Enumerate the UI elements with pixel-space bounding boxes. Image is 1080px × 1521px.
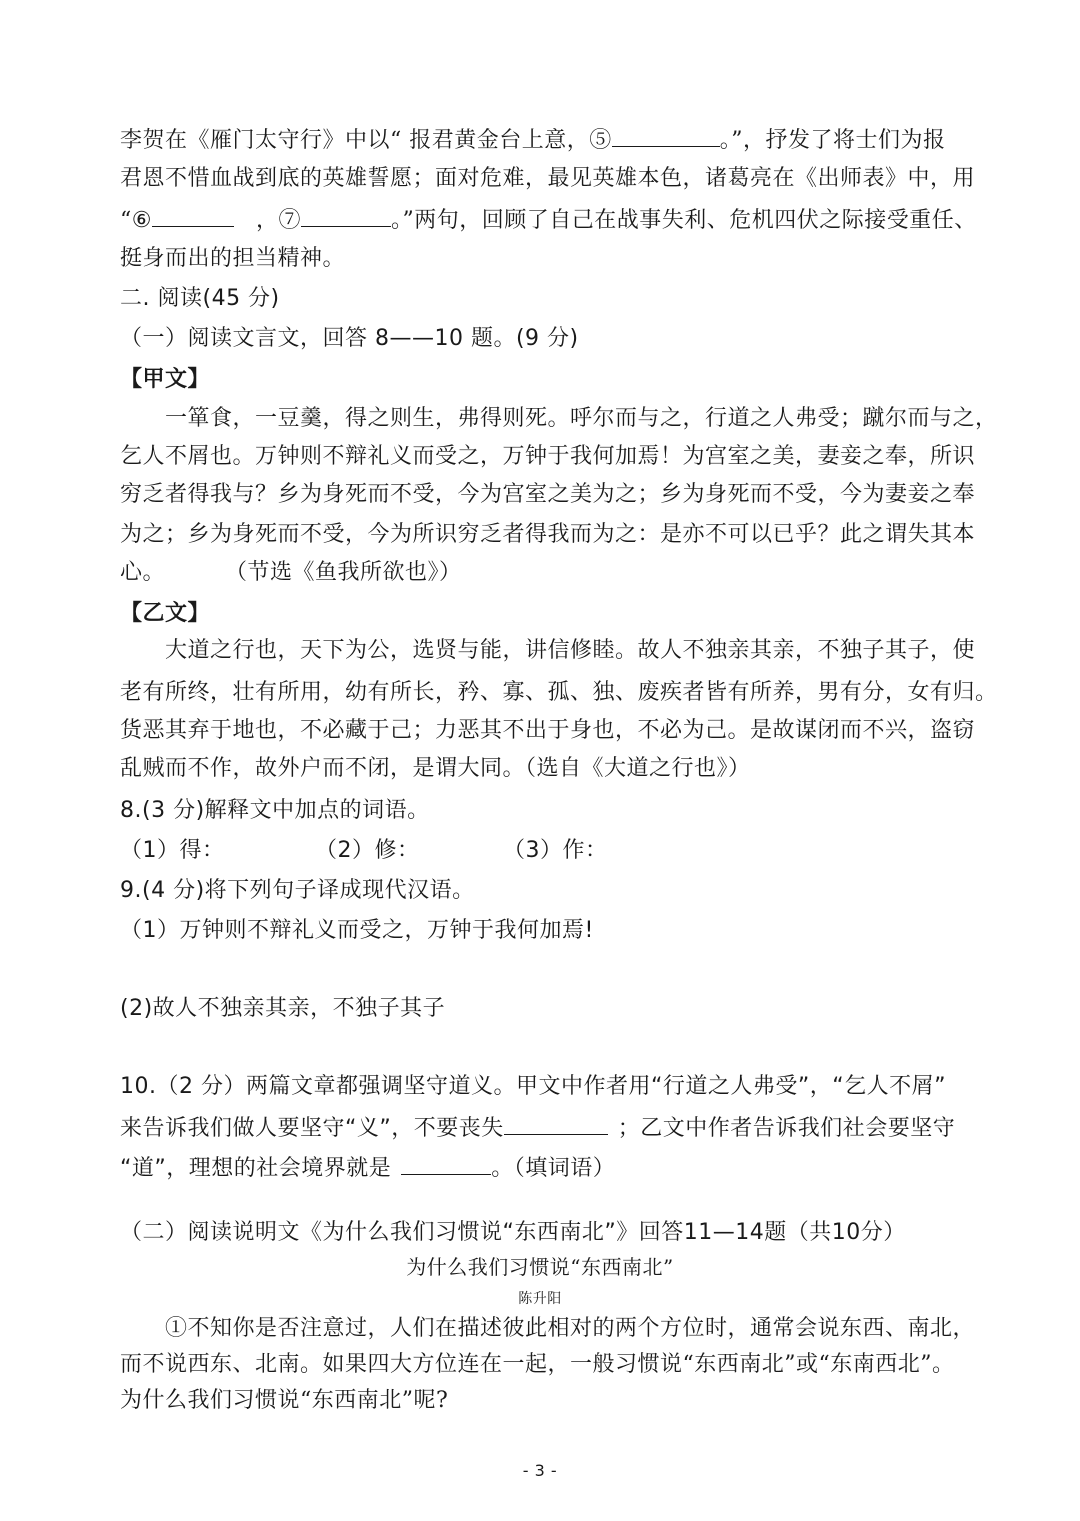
yi-line: 货恶其弃于地也，不必藏于己；力恶其不出于身也，不必为己。是故谋闭而不兴，盗窃 [120,718,976,743]
subsection-2-title: （二）阅读说明文《为什么我们习惯说“东西南北”》回答11—14题（共10分） [120,1220,906,1245]
text: 来告诉我们做人要坚守“义”，不要丧失 [120,1116,504,1141]
q8-item-3: （3）作： [503,838,608,863]
jia-line [165,404,998,434]
text: 一箪食，一豆羹，得之则生，弗得则死。呼尔而与之，行道之人弗受；蹴尔而与之， [165,406,998,431]
text: 。”，抒发了将士们为报 [719,128,946,153]
answer-blank-6[interactable] [152,204,234,227]
text: ，⑦ [255,208,301,233]
question-8: 8.(3 分)解释文中加点的词语。 [120,798,430,823]
jia-line: 乞人不屑也。万钟则不辩礼义而受之，万钟于我何加焉！为宫室之美，妻妾之奉，所识 [120,444,976,469]
answer-blank-7[interactable] [301,204,391,227]
jia-line: 心。 （节选《鱼我所欲也》） [120,560,462,585]
poem-line-4: 挺身而出的担当精神。 [120,246,346,271]
jia-line: 为之；乡为身死而不受，今为所识穷乏者得我而为之：是亦不可以已乎？此之谓失其本 [120,522,976,547]
page-number: - 3 - [522,1461,558,1480]
yi-line: 乱贼而不作，故外户而不闭，是谓大同。（选自《大道之行也》） [120,756,751,781]
article-paragraph-line: 而不说西东、北南。如果四大方位连在一起，一般习惯说“东西南北”或“东南西北”。 [120,1352,955,1377]
text: 。”两句，回顾了自己在战事失利、危机四伏之际接受重任、 [391,208,977,233]
answer-blank-q10-2[interactable] [401,1152,491,1175]
jia-label: 【甲文】 [120,366,211,392]
article-paragraph-line: 为什么我们习惯说“东西南北”呢? [120,1388,449,1413]
article-title: 为什么我们习惯说“东西南北” [406,1255,674,1279]
yi-line: 大道之行也，天下为公，选贤与能，讲信修睦。故人不独亲其亲，不独子其子，使 [165,638,976,663]
q9-item-2: (2)故人不独亲其亲，不独子其子 [120,996,446,1021]
text: “⑥ [120,208,152,233]
question-10-line-1: 10.（2 分）两篇文章都强调坚守道义。甲文中作者用“行道之人弗受”，“乞人不屑” [120,1074,947,1099]
article-author: 陈升阳 [518,1291,562,1307]
q8-item-1: （1）得： [120,838,225,863]
question-9: 9.(4 分)将下列句子译成现代汉语。 [120,878,475,903]
poem-line-1 [120,124,946,156]
poem-line-3 [120,204,977,236]
question-10-line-3 [120,1152,615,1184]
yi-label: 【乙文】 [120,600,211,626]
answer-blank-5[interactable] [612,124,720,147]
q9-item-1: （1）万钟则不辩礼义而受之，万钟于我何加焉! [120,918,594,943]
yi-line: 老有所终，壮有所用，幼有所长，矜、寡、孤、独、废疾者皆有所养，男有分，女有归。 [120,680,998,705]
subsection-1-title: （一）阅读文言文，回答 8——10 题。(9 分) [120,326,579,351]
text: “道”，理想的社会境界就是 [120,1156,392,1181]
text: 李贺在《雁门太守行》中以“ 报君黄金台上意，⑤ [120,128,612,153]
article-paragraph-line: ①不知你是否注意过，人们在描述彼此相对的两个方位时，通常会说东西、南北， [165,1316,976,1341]
answer-blank-q10-1[interactable] [504,1112,608,1135]
section-title: 二. 阅读(45 分) [120,286,280,311]
poem-line-2: 君恩不惜血战到底的英雄誓愿；面对危难，最见英雄本色，诸葛亮在《出师表》中，用 [120,166,976,191]
jia-line: 穷乏者得我与？乡为身死而不受，今为宫室之美为之；乡为身死而不受，今为妻妾之奉 [120,482,976,507]
text: ；乙文中作者告诉我们社会要坚守 [617,1116,956,1141]
text: 。（填词语） [491,1156,616,1181]
question-10-line-2 [120,1112,955,1144]
q8-item-2: （2）修： [315,838,420,863]
